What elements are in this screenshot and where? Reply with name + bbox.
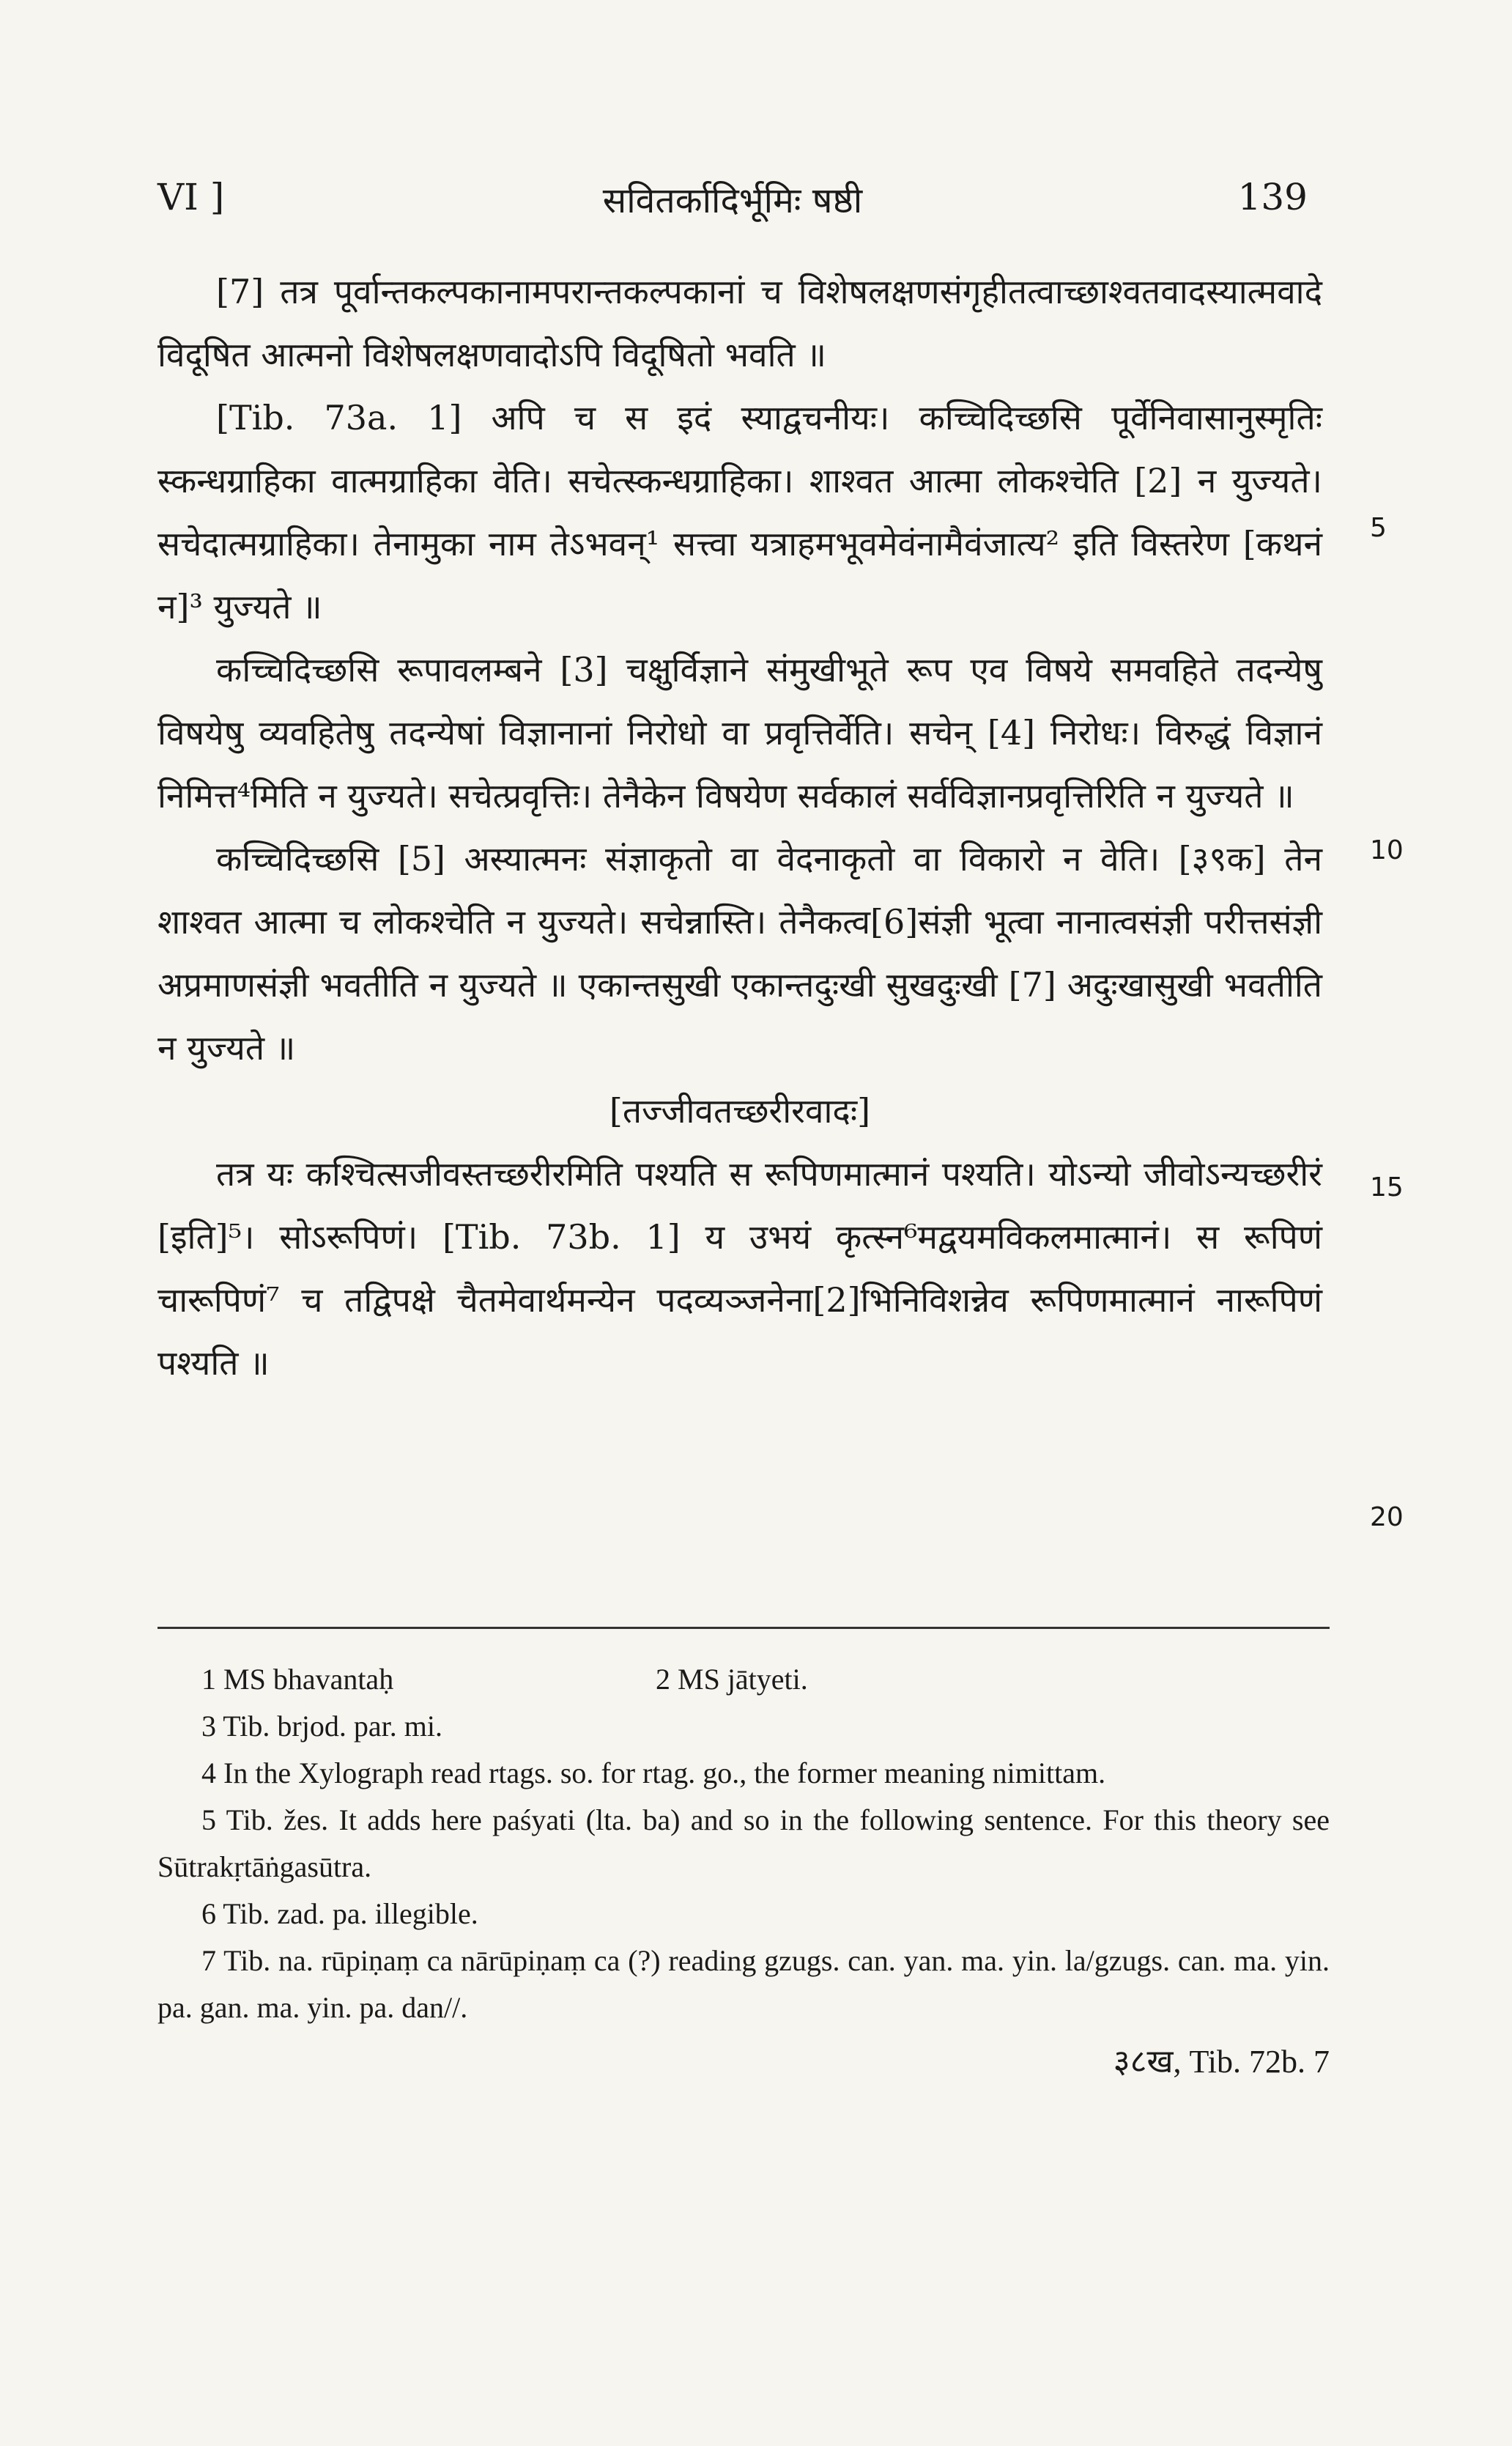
paragraph-3: कच्चिदिच्छसि रूपावलम्बने [3] चक्षुर्विज्ञाने संमुखीभूते रूप एव विषये समवहिते तदन्येषु विषयेषु व्यवहितेषु तदन्येषां विज्ञानानां निरोधो वा प्रवृत्तिर्वेति। सचेन् [4] निरोधः। विरुद्धं विज्ञानं निमित्त⁴मिति न युज्यते। सचेत्प्रवृत्तिः। तेनैकेन विषयेण सर्वकालं सर्वविज्ञानप्रवृत्तिरिति न युज्यते ॥	[158, 650, 1322, 816]
footnote-row-1-2	[158, 1656, 1330, 1703]
folio-reference: ३८ख, Tib. 72b. 7	[1113, 2044, 1330, 2080]
paragraph-5: तत्र यः कश्चित्सजीवस्तच्छरीरमिति पश्यति स रूपिणमात्मानं पश्यति। योऽन्यो जीवोऽन्यच्छरीरं [इति]⁵। सोऽरूपिणं। [Tib. 73b. 1] य उभयं कृत्स्न⁶मद्वयमविकलमात्मानं। स रूपिणं चारूपिणं⁷ च तद्विपक्षे चैतमेवार्थमन्येन पदव्यञ्जनेना[2]भिनिविशन्नेव रूपिणमात्मानं नारूपिणं पश्यति ॥	[158, 1154, 1322, 1383]
paragraph-1: [7] तत्र पूर्वान्तकल्पकानामपरान्तकल्पकानां च विशेषलक्षणसंगृहीतत्वाच्छाश्वतवादस्यात्मवादे विदूषित आत्मनो विशेषलक्षणवादोऽपि विदूषितो भवति ॥	[158, 272, 1322, 374]
chapter-title: सवितर्कादिर्भूमिः षष्ठी	[602, 180, 863, 221]
page-number: 139	[1237, 176, 1308, 218]
paragraph-2: [Tib. 73a. 1] अपि च स इदं स्याद्वचनीयः। कच्चिदिच्छसि पूर्वेनिवासानुस्मृतिः स्कन्धग्राहिका वात्मग्राहिका वेति। सचेत्स्कन्धग्राहिका। शाश्वत आत्मा लोकश्चेति [2] न युज्यते। सचेदात्मग्राहिका। तेनामुका नाम तेऽभवन्¹ सत्त्वा यत्राहमभूवमेवंनामैवंजात्य² इति विस्तरेण [कथनं न]³ युज्यते ॥	[158, 398, 1322, 627]
footnote-7: 7 Tib. na. rūpiṇaṃ ca nārūpiṇaṃ ca (?) reading gzugs. can. yan. ma. yin. la/gzugs. can. ma. yin. pa. gan. ma. yin. pa. dan//.	[158, 1944, 1330, 2024]
running-head	[158, 176, 1308, 227]
footnote-2: 2 MS jātyeti.	[656, 1663, 808, 1696]
footnotes	[158, 1656, 1330, 2085]
main-text	[158, 260, 1322, 1394]
footnote-4: 4 In the Xylograph read rtags. so. for rtag. go., the former meaning nimittam.	[201, 1756, 1106, 1789]
footnote-6: 6 Tib. zad. pa. illegible.	[201, 1897, 478, 1930]
line-number-15: 15	[1370, 1172, 1404, 1202]
footnote-5: 5 Tib. žes. It adds here paśyati (lta. ba) and so in the following sentence. For this theory see Sūtrakṛtāṅgasūtra.	[158, 1803, 1330, 1883]
section-subheading: [तज्जीवतच्छरीरवादः]	[609, 1091, 871, 1131]
paragraph-4: कच्चिदिच्छसि [5] अस्यात्मनः संज्ञाकृतो वा वेदनाकृतो वा विकारो न वेति। [३९क] तेन शाश्वत आत्मा च लोकश्चेति न युज्यते। सचेन्नास्ति। तेनैकत्व[6]संज्ञी भूत्वा नानात्वसंज्ञी परीत्तसंज्ञी अप्रमाणसंज्ञी भवतीति न युज्यते ॥ एकान्तसुखी एकान्तदुःखी सुखदुःखी [7] अदुःखासुखी भवतीति न युज्यते ॥	[158, 839, 1322, 1068]
line-number-20: 20	[1370, 1502, 1404, 1532]
line-number-5: 5	[1370, 513, 1387, 543]
footnote-1: 1 MS bhavantaḥ	[201, 1663, 394, 1696]
footnote-rule	[158, 1627, 1330, 1629]
line-number-10: 10	[1370, 835, 1404, 865]
footnote-3: 3 Tib. brjod. par. mi.	[201, 1710, 442, 1743]
chapter-number: VI ]	[158, 176, 225, 218]
